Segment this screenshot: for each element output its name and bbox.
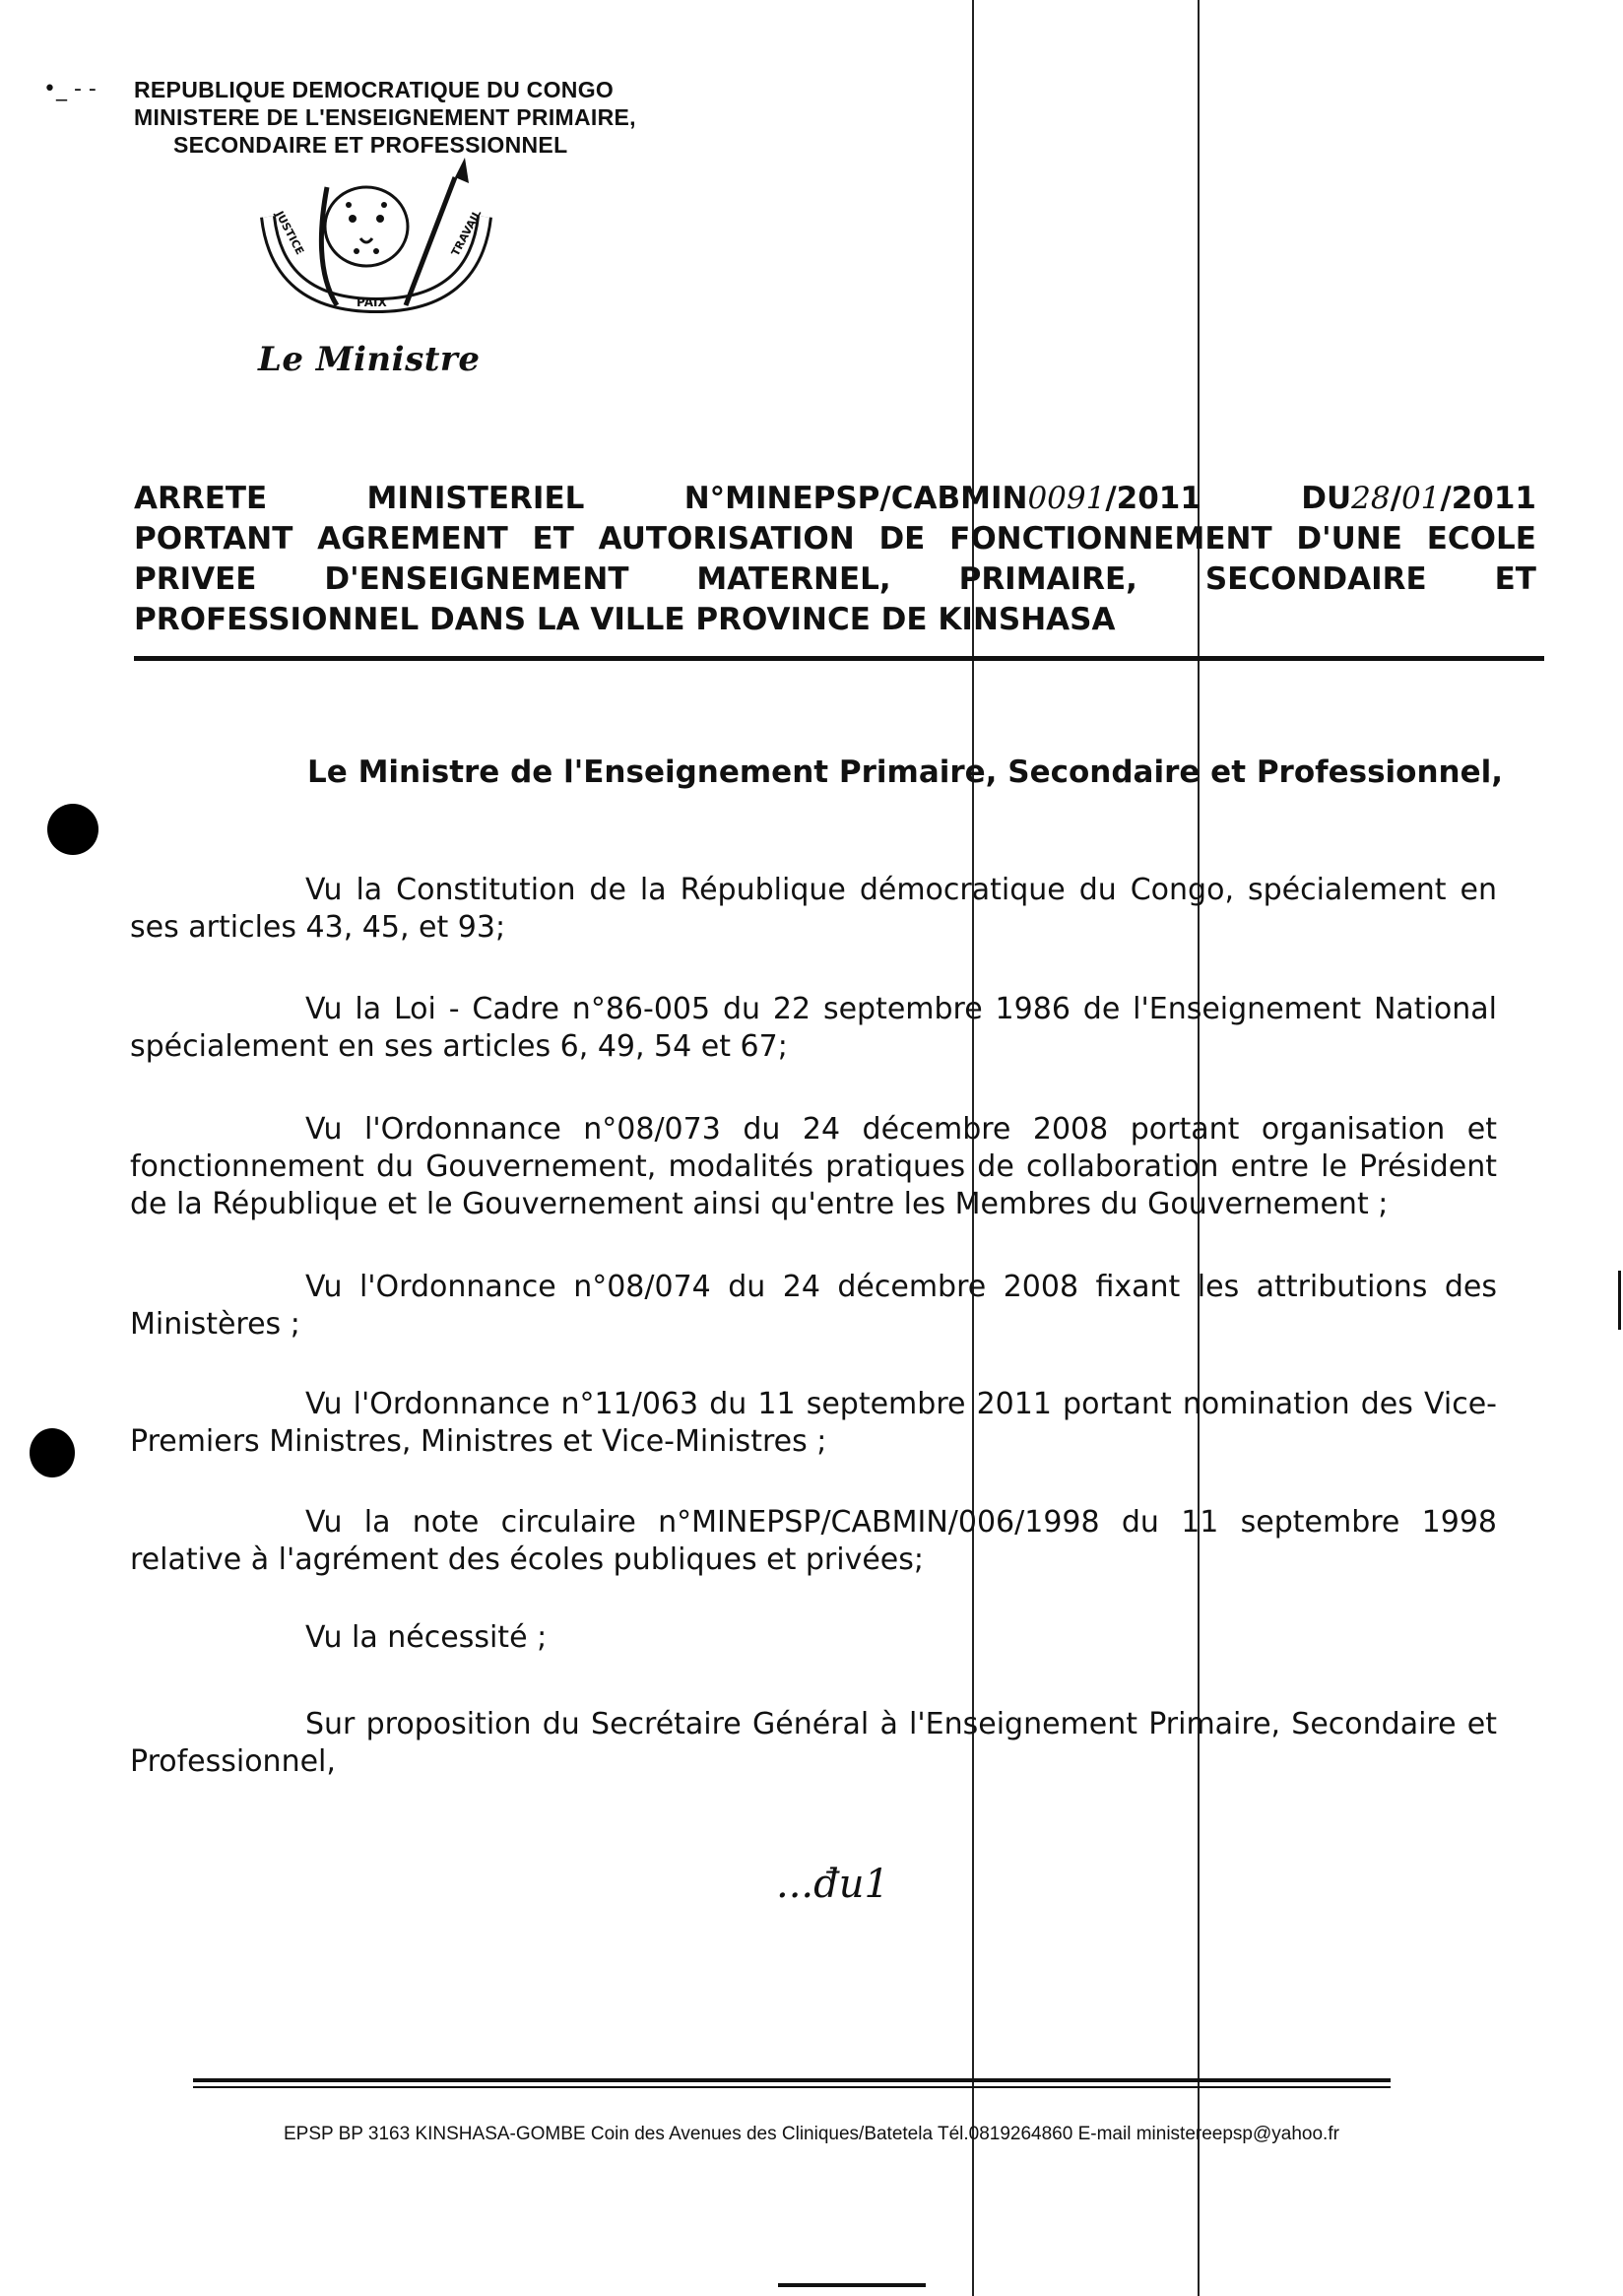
title-word: ET xyxy=(1494,561,1536,597)
title-word: MATERNEL, xyxy=(696,561,891,597)
punch-hole-top xyxy=(47,804,98,855)
minister-heading: Le Ministre de l'Enseignement Primaire, Secondaire et Professionnel, xyxy=(307,754,1504,790)
title-word: DE xyxy=(878,521,926,557)
title-divider xyxy=(134,656,1544,661)
header-country: REPUBLIQUE DEMOCRATIQUE DU CONGO xyxy=(134,77,615,102)
motto-travail: TRAVAIL xyxy=(448,207,485,259)
header-ministry-sub: SECONDAIRE ET PROFESSIONNEL xyxy=(173,132,568,158)
title-row-1 xyxy=(134,479,1536,519)
considerant-proposition: Sur proposition du Secrétaire Général à l'Enseignement Primaire, Secondaire et Professionnel, xyxy=(130,1707,1497,1779)
title-word: D'UNE xyxy=(1296,521,1402,557)
decree-number: N°MINEPSP/CABMIN0091/2011 xyxy=(683,481,1201,516)
decree-date: DU28/01/2011 xyxy=(1301,481,1536,516)
title-word: ET xyxy=(532,521,574,557)
title-word: AGREMENT xyxy=(317,521,508,557)
footer-rule-thin xyxy=(193,2086,1391,2088)
considerant-ordonnance-08-074: Vu l'Ordonnance n°08/074 du 24 décembre 2008 fixant les attributions des Ministères ; xyxy=(130,1270,1497,1342)
considerant-ordonnance-11-063: Vu l'Ordonnance n°11/063 du 11 septembre 2011 portant nomination des Vice-Premiers Ministres, Ministres et Vice-Ministres ; xyxy=(130,1387,1497,1459)
title-row-2 xyxy=(134,519,1536,559)
footer-rule xyxy=(193,2078,1391,2082)
title-word: MINISTERIEL xyxy=(366,481,585,516)
motto-justice: JUSTICE xyxy=(273,209,307,257)
title-row-3 xyxy=(134,559,1536,600)
title-row-4: PROFESSIONNEL DANS LA VILLE PROVINCE DE KINSHASA xyxy=(134,602,1116,637)
punch-hole-bottom xyxy=(30,1428,75,1477)
considerant-note-circulaire: Vu la note circulaire n°MINEPSP/CABMIN/006/1998 du 11 septembre 1998 relative à l'agrément des écoles publiques et privées; xyxy=(130,1505,1497,1577)
coat-of-arms-emblem xyxy=(258,158,494,355)
motto-paix: PAIX xyxy=(357,295,387,309)
considerant-constitution: Vu la Constitution de la République démocratique du Congo, spécialement en ses articles 43, 45, et 93; xyxy=(130,873,1497,945)
considerant-necessite: Vu la nécessité ; xyxy=(305,1620,548,1655)
left-mark: •_ - - xyxy=(43,77,97,101)
title-word: SECONDAIRE xyxy=(1204,561,1427,597)
footer-address: EPSP BP 3163 KINSHASA-GOMBE Coin des Avenues des Cliniques/Batetela Tél.0819264860 E-mail ministereepsp@yahoo.fr xyxy=(284,2124,1339,2144)
considerant-loi-cadre: Vu la Loi - Cadre n°86-005 du 22 septembre 1986 de l'Enseignement National spécialement en ses articles 6, 49, 54 et 67; xyxy=(130,992,1497,1064)
title-word: ECOLE xyxy=(1426,521,1536,557)
scan-edge-mark xyxy=(1618,1271,1621,1330)
scan-bottom-mark xyxy=(778,2283,926,2287)
decree-title xyxy=(134,479,1536,640)
title-word: PORTANT xyxy=(134,521,293,557)
title-word: PRIVEE xyxy=(134,561,257,597)
title-word: D'ENSEIGNEMENT xyxy=(324,561,629,597)
signature-title: Le Ministre xyxy=(258,340,481,379)
title-word: FONCTIONNEMENT xyxy=(949,521,1272,557)
title-word: PRIMAIRE, xyxy=(958,561,1137,597)
title-word: AUTORISATION xyxy=(598,521,855,557)
header-ministry: MINISTERE DE L'ENSEIGNEMENT PRIMAIRE, xyxy=(134,104,636,130)
considerant-ordonnance-08-073: Vu l'Ordonnance n°08/073 du 24 décembre 2008 portant organisation et fonctionnement du Gouvernement, modalités pratiques de collaboration entre le Président de la République et le Gouvernement ainsi qu'entre les Membres du Gouvernement ; xyxy=(130,1112,1497,1221)
title-word: ARRETE xyxy=(134,481,268,516)
handwritten-initials: ...đu1 xyxy=(776,1862,889,1907)
